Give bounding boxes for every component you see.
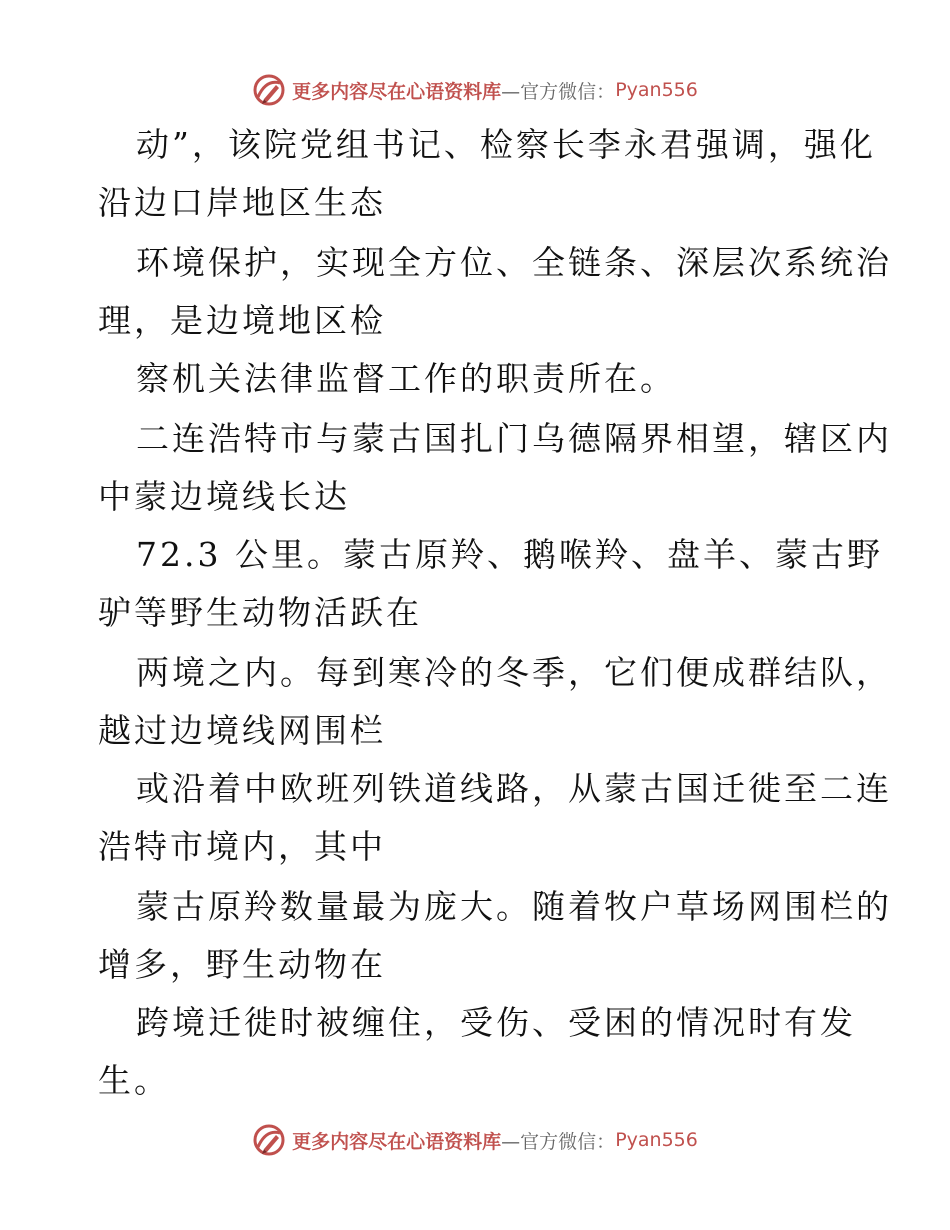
page-header xyxy=(0,70,950,110)
body-line: 越过边境线网围栏 xyxy=(98,711,386,750)
body-line: 蒙古原羚数量最为庞大。随着牧户草场网围栏的 xyxy=(136,887,892,926)
body-line: 察机关法律监督工作的职责所在。 xyxy=(136,359,676,398)
page-footer xyxy=(0,1120,950,1160)
footer-wechat-label: —官方微信： xyxy=(501,1130,616,1153)
pen-logo-icon xyxy=(252,73,286,107)
header-wechat-label: —官方微信： xyxy=(501,80,616,103)
footer-brand-text: 更多内容尽在心语资料库 xyxy=(292,1130,502,1153)
body-line: 浩特市境内，其中 xyxy=(98,827,386,866)
body-line: 跨境迁徙时被缠住，受伤、受困的情况时有发 xyxy=(136,1003,856,1042)
body-line: 驴等野生动物活跃在 xyxy=(98,593,422,632)
footer-wechat-account: Pyan556 xyxy=(615,1129,698,1151)
body-line: 沿边口岸地区生态 xyxy=(98,183,386,222)
header-brand-text: 更多内容尽在心语资料库 xyxy=(292,80,502,103)
body-line: 72.3 公里。蒙古原羚、鹅喉羚、盘羊、蒙古野 xyxy=(136,535,883,574)
body-line: 理，是边境地区检 xyxy=(98,301,386,340)
body-line: 环境保护，实现全方位、全链条、深层次系统治 xyxy=(136,243,892,282)
body-line: 中蒙边境线长达 xyxy=(98,477,350,516)
body-line: 二连浩特市与蒙古国扎门乌德隔界相望，辖区内 xyxy=(136,419,892,458)
pen-logo-icon xyxy=(252,1123,286,1157)
body-line: 生。 xyxy=(98,1061,170,1100)
body-line: 两境之内。每到寒冷的冬季，它们便成群结队， xyxy=(136,653,892,692)
header-wechat-account: Pyan556 xyxy=(615,79,698,101)
body-line: 动”，该院党组书记、检察长李永君强调，强化 xyxy=(136,125,876,164)
body-line: 增多，野生动物在 xyxy=(98,945,386,984)
body-line: 或沿着中欧班列铁道线路，从蒙古国迁徙至二连 xyxy=(136,769,892,808)
